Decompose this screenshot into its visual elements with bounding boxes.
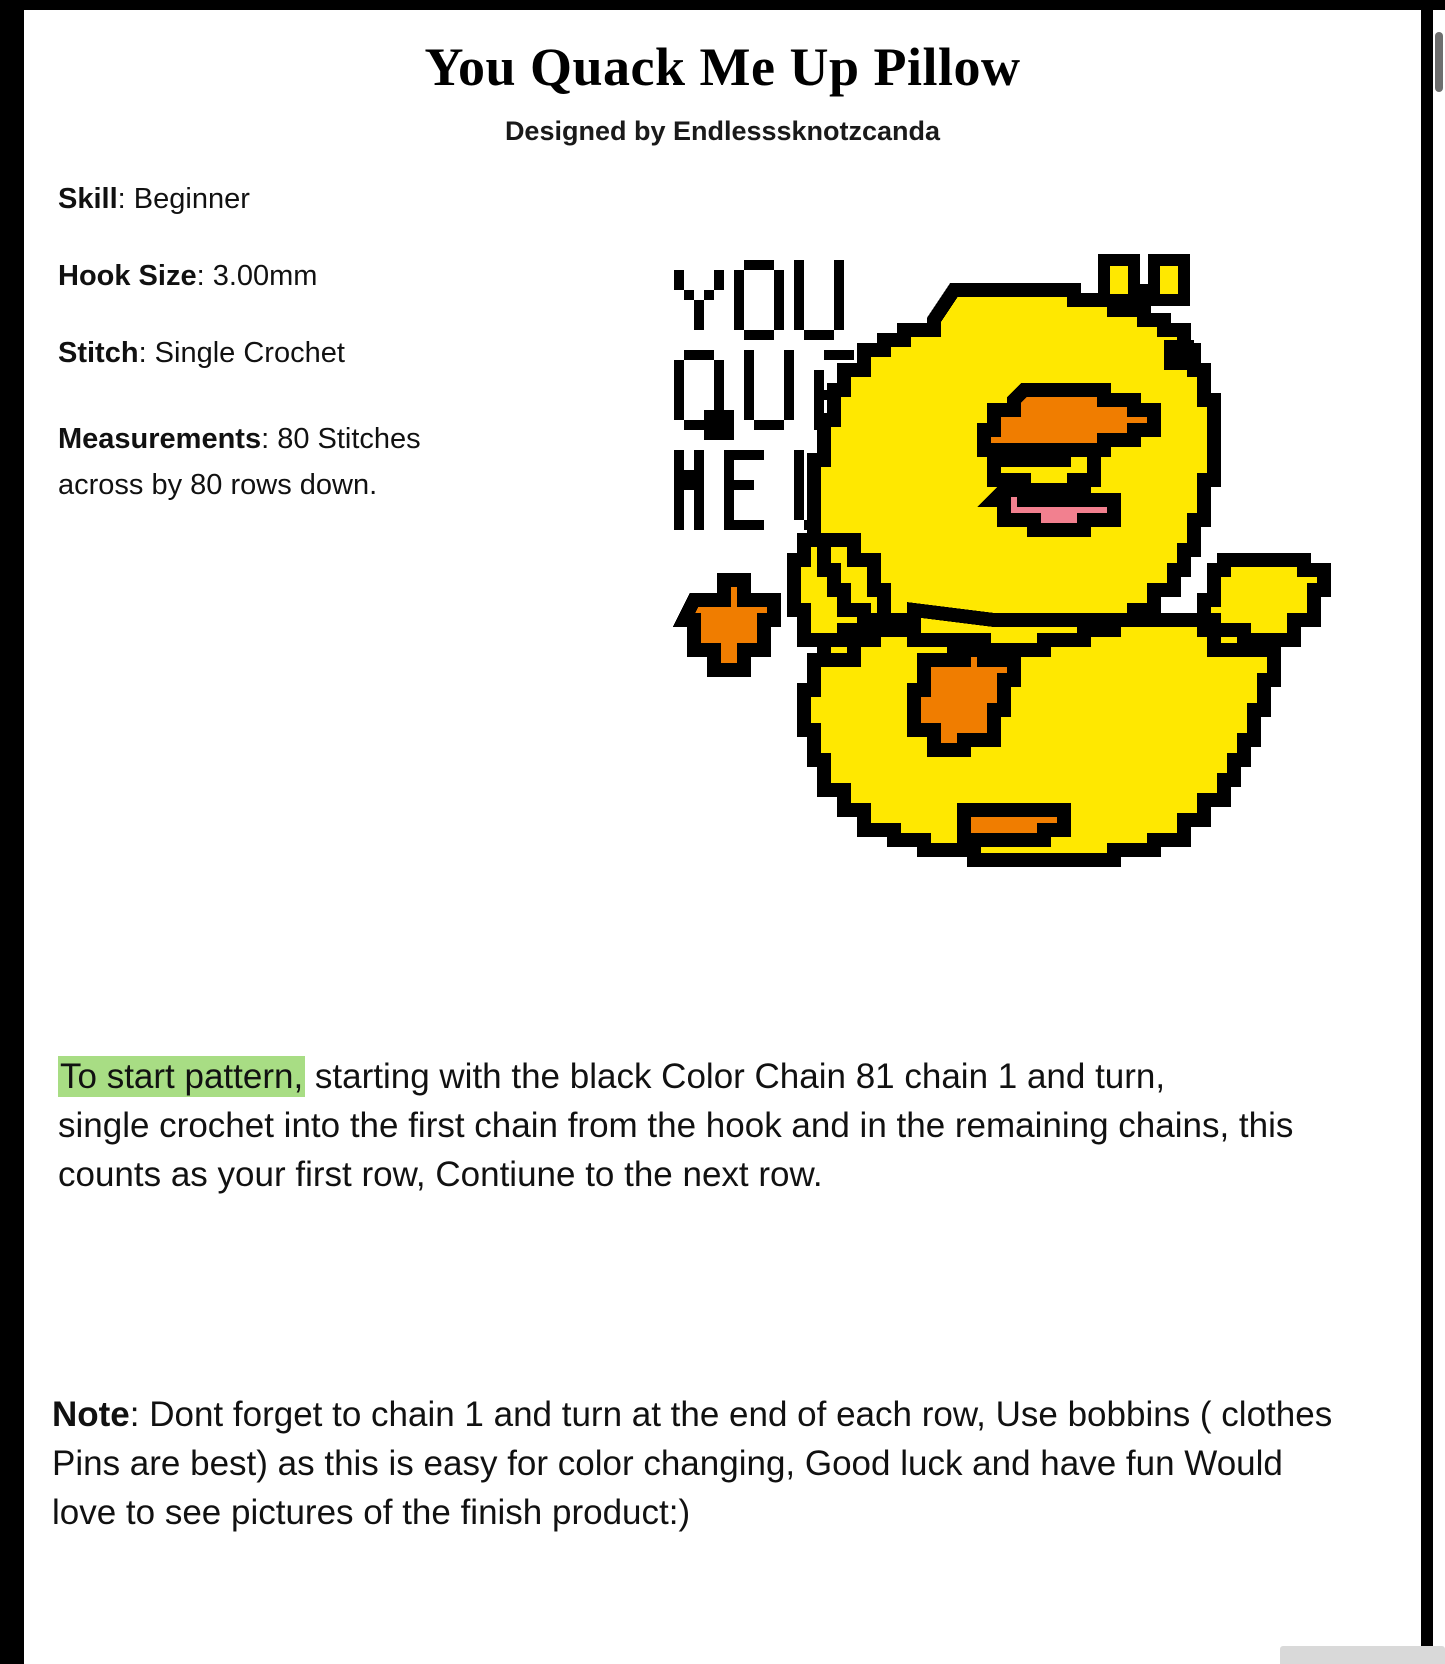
highlighted-phrase: To start pattern, (60, 1057, 304, 1096)
spec-hook-size-label: Hook Size (58, 260, 197, 292)
spec-hook-size-value: : 3.00mm (196, 260, 318, 292)
page-title: You Quack Me Up Pillow (424, 37, 1021, 97)
note-label: Note (52, 1395, 130, 1434)
instructions-block (58, 1052, 1348, 1199)
bottom-toolbar[interactable] (1280, 1646, 1445, 1664)
spec-measurements-value: : 80 Stitches across by 80 rows down. (58, 423, 421, 502)
scrollbar-thumb[interactable] (1435, 32, 1443, 92)
note-block (52, 1390, 1352, 1537)
pattern-specs (58, 185, 488, 557)
spec-measurements (58, 416, 488, 509)
spec-measurements-label: Measurements (58, 423, 262, 455)
duck-crest (1104, 260, 1184, 300)
note-text: : Dont forget to chain 1 and turn at the end of each row, Use bobbins ( clothes Pins are best) as this is easy for color changing, Good luck and have fun Would love to see pictures of the finish product:) (52, 1395, 1333, 1532)
chart-text-you (674, 260, 844, 340)
duck-chart-svg (664, 250, 1344, 930)
spec-stitch-value: : Single Crochet (138, 337, 345, 369)
instructions-line-2: single crochet into the first chain from the hook and in the remaining chains, this counts as your first row, Contiune to the next row. (58, 1106, 1294, 1194)
spec-skill-value: : Beginner (117, 183, 250, 215)
instructions-line-1: starting with the black Color Chain 81 chain 1 and turn, (305, 1057, 1166, 1096)
vertical-scrollbar[interactable] (1433, 10, 1445, 1664)
spec-skill-label: Skill (58, 183, 118, 215)
spec-hook-size (58, 262, 488, 291)
document-page (24, 10, 1421, 1664)
instructions-paragraph (58, 1052, 1348, 1199)
spec-stitch (58, 339, 488, 368)
designer-credit: Designed by Endlesssknotzcanda (504, 116, 941, 146)
spec-skill (58, 185, 488, 214)
duck-pixel-chart (664, 250, 1344, 930)
spec-stitch-label: Stitch (58, 337, 139, 369)
